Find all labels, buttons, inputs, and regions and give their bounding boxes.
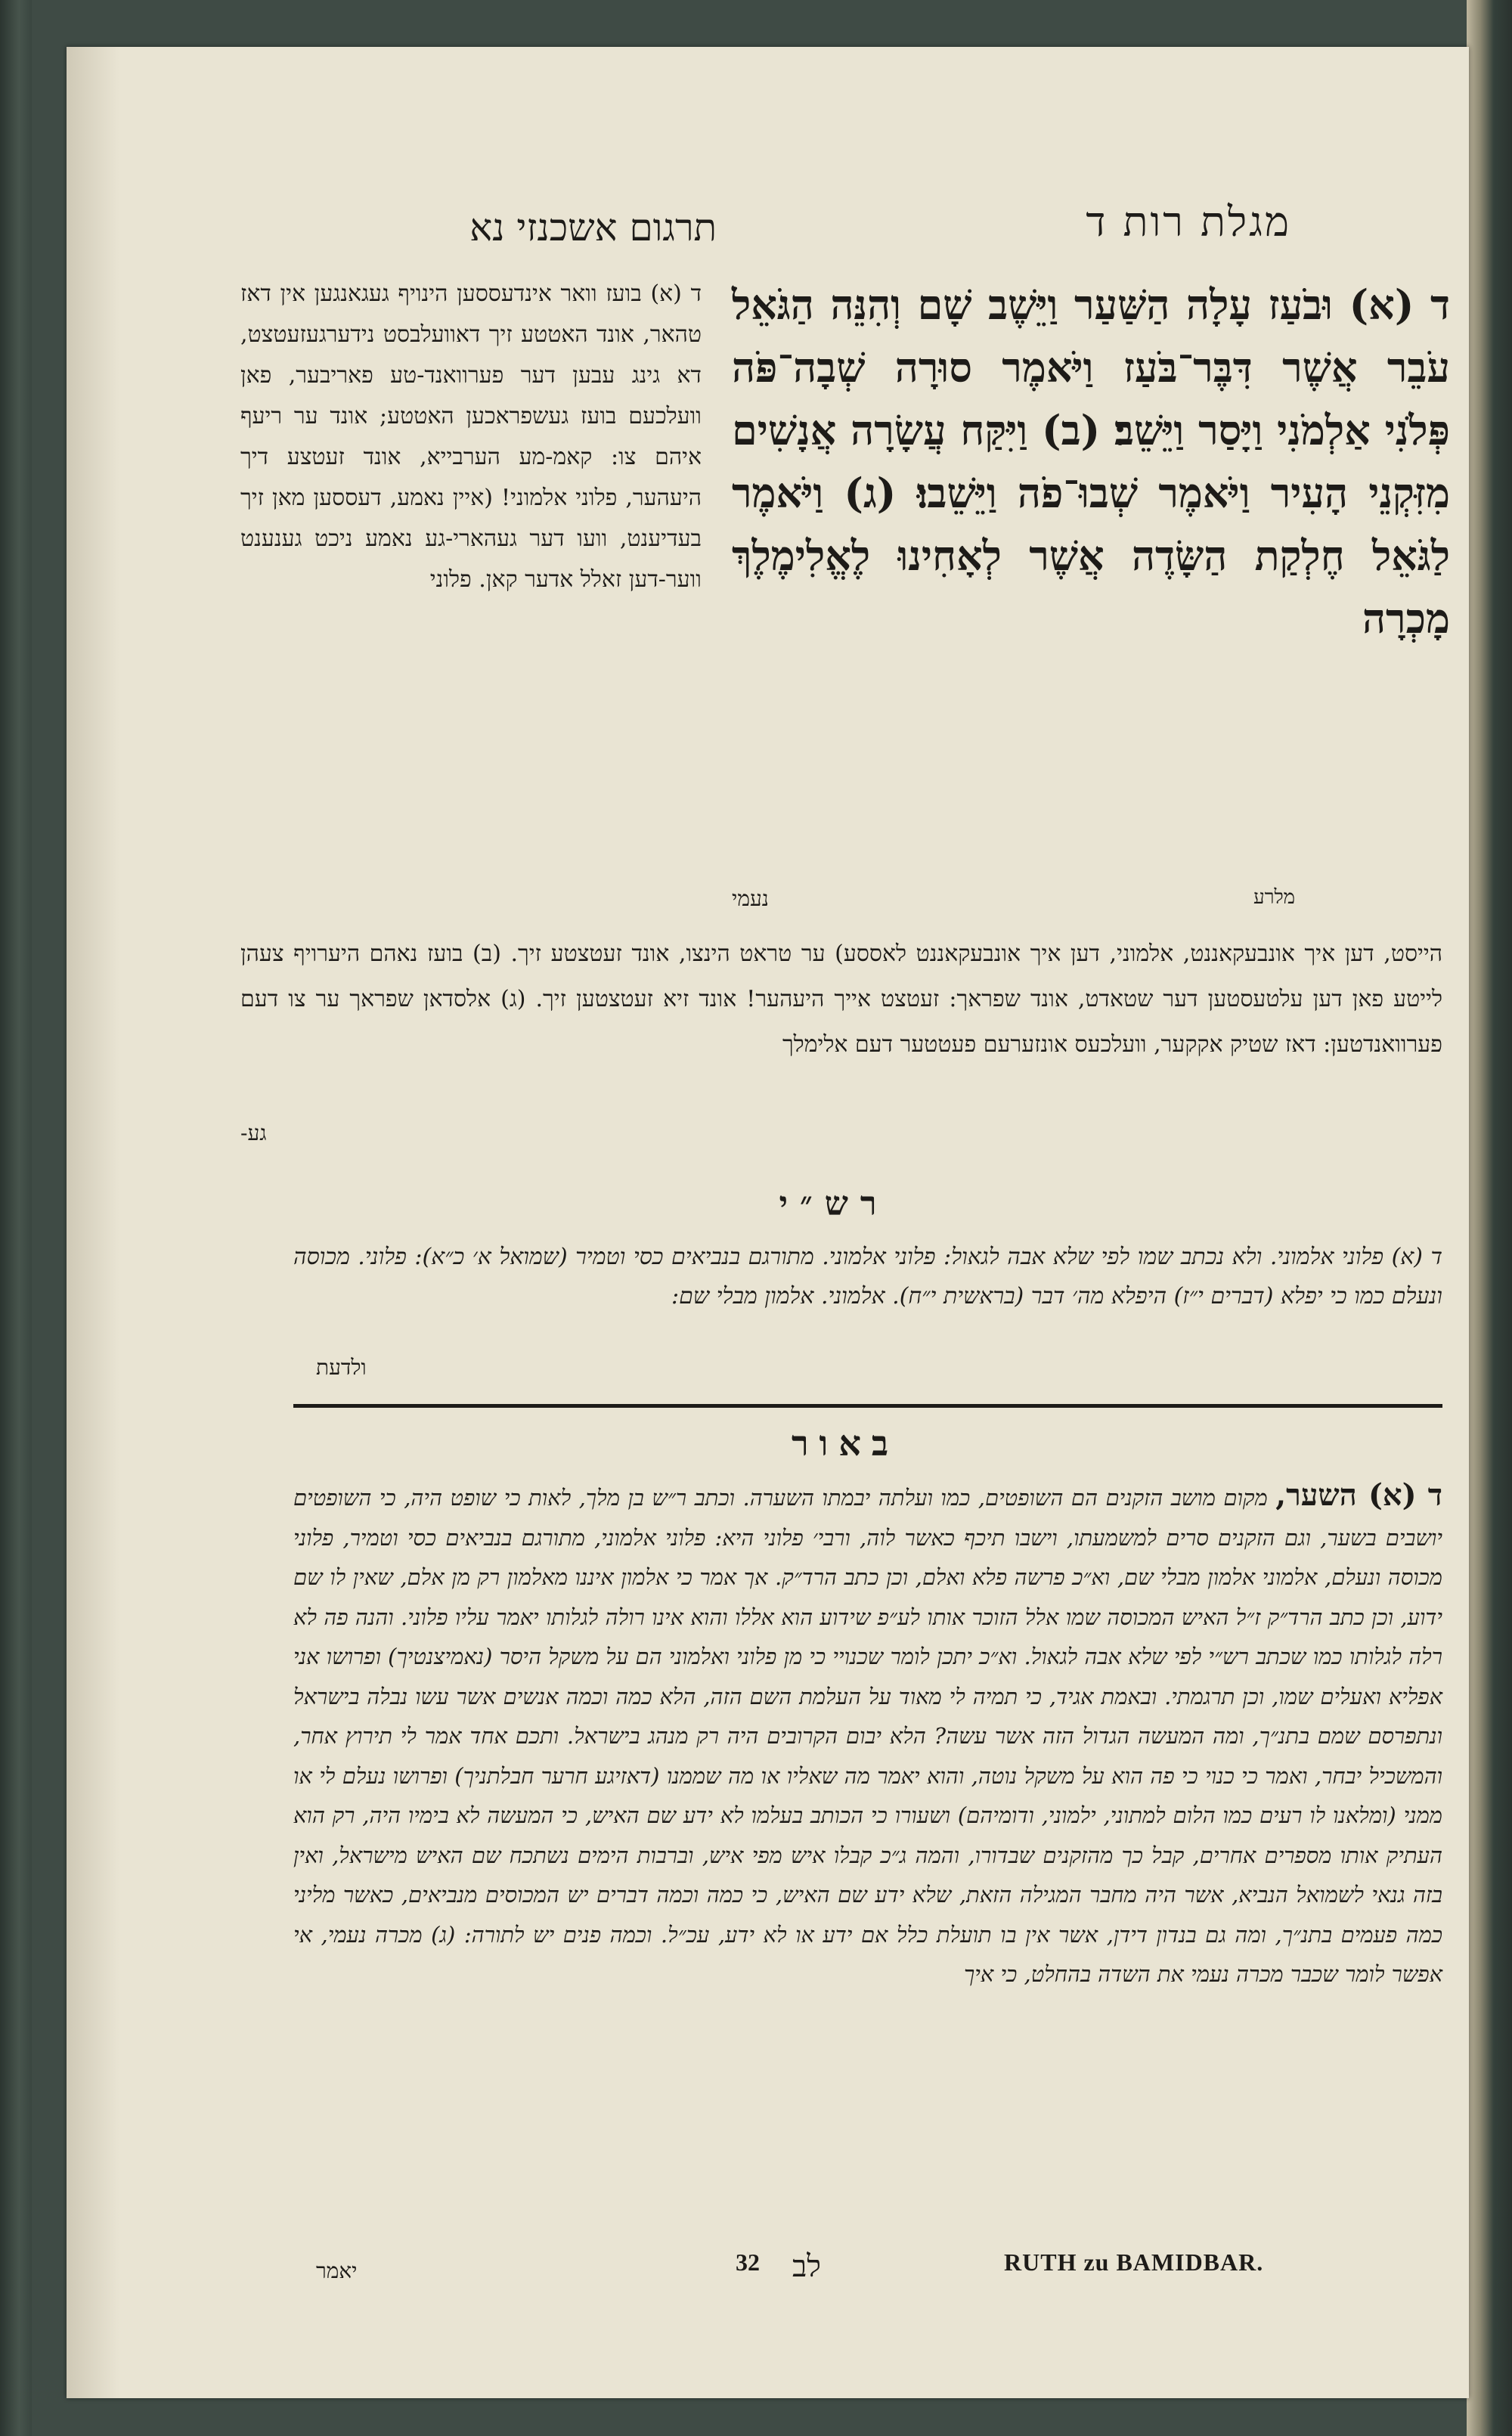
translation-title-header: תרגום אשכנזי נא <box>469 206 717 249</box>
section-divider <box>293 1404 1442 1408</box>
rashi-commentary: ד (א) פלוני אלמוני. ולא נכתב שמו לפי שלא אבה לגאול: פלוני אלמוני. מתורגם בנביאים כסי וטמיר (שמואל א׳ כ״א): פלוני. מכוסה ונעלם כמו כי יפלא (דברים י״ז) היפלא מה׳ דבר (בראשית י״ח). אלמוני. אלמון מבלי שם: <box>293 1244 1442 1309</box>
targum-column: ד (א) בועז וואר אינדעססען הינויף געגאנגען אין דאז טהאר, אונד האטטע זיך דאוועלבסט נידערגעזעטצט, דא גינג עבען דער פערוואנד-טע פאריבער, פאן וועלכעם בועז געשפראכען האטטע; אונד ער ריעף איהם צו: קאמ-מע הערבייא, אונד זעטצע דיך היעהער, פלוני אלמוני! (איין נאמע, דעססען מאן זיך בעדיענט, וועו דער געהארי-גע נאמע ניכט גענענט ווער-דען זאלל אדער קאן. פלוני <box>240 280 702 593</box>
book-title-header: מגלת רות ד <box>1086 198 1291 246</box>
targum-continued: הייסט, דען איך אונבעקאננט, אלמוני, דען איך אונבעקאננט לאססע) ער טראט הינצו, אונד זעטצטע זיך. (ב) בועז נאהם היערויף צעהן לייטע פאן דען עלטעסטען דער שטאדט, אונד שפראך: זעטצט אייך היעהער! אונד זיא זעטצטען זיך. (ג) אלסדאן שפראך ער צו דעם פערוואנדטען: דאז שטיק אקקער, וועלכעס אונזערעם פעטטער דעם אלימלך <box>240 941 1442 1058</box>
verse-catchword: נעמי <box>732 886 769 911</box>
beur-commentary <box>293 1476 1442 1994</box>
rashi-catchword: ולדעת <box>316 1355 367 1380</box>
page-number: 32 <box>736 2248 760 2276</box>
running-title: RUTH zu BAMIDBAR. <box>1004 2248 1264 2276</box>
book-binding <box>0 0 32 2436</box>
rashi-title: רש״י <box>779 1185 889 1223</box>
hebrew-page-number: לב <box>792 2249 821 2284</box>
facing-page-edge <box>1467 0 1512 2436</box>
verse-text: ד (א) וּבֹעַז עָלָה הַשַּׁעַר וַיֵּשֶׁב שָׁם וְהִנֵּה הַגֹּאֵל עֹבֵר אֲשֶׁר דִּבֶּר־בֹּעַז וַיֹּאמֶר סוּרָה שְׁבָה־פֹּה פְּלֹנִי אַלְמֹנִי וַיָּסַר וַיֵּשֵׁב׃ (ב) וַיִּקַּח עֲשָׂרָה אֲנָשִׁים מִזִּקְנֵי הָעִיר וַיֹּאמֶר שְׁבוּ־פֹה וַיֵּשֵׁבוּ׃ (ג) וַיֹּאמֶר לַגֹּאֵל חֶלְקַת הַשָּׂדֶה אֲשֶׁר לְאָחִינוּ לֶאֱלִימֶלֶךְ מָכְרָה <box>732 280 1450 643</box>
beur-title: באור <box>791 1423 900 1464</box>
targum-catchword: גע- <box>240 1120 267 1145</box>
beur-text: מקום מושב הזקנים הם השופטים, כמו ועלתה יבמתו השערה. וכתב ר״ש בן מלך, לאות כי שופט היה, כי השופטים יושבים בשער, וגם הזקנים סרים למשמעתו, וישבו תיכף כאשר לוה, ורבי׳ פלוני היא: פלוני אלמוני, מתורגם בנביאים כסי וטמיר, פלוני מכוסה ונעלם, אלמוני אלמון מבלי שם, וא״כ פרשה פלא ואלם, וכן כתב הרד״ק. אך אמר כי אלמון איננו מאלמון רק מן אלם, שאין לו שם ידוע, וכן כתב הרד״ק ז״ל האיש המכוסה שמו אלל הזוכר אותו לע״פ שידוע הוא אללו והוא אינו רולה לגלותו יאמר עליו פלוני. והנה פה לא רלה לגלותו כמו שכתב רש״י לפי שלא אבה לגאול. וא״כ יתכן לומר שכנויי כי מן פלוני ואלמוני הם על משקל היסר (נאמיצנטיך) ופרושו אני אפליא ואעלים שמו, וכן תרגמתי. ובאמת אגיד, כי תמיה לי מאוד על העלמת השם הזה, הלא כמה וכמה אנשים אשר עשו נבלה בישראל ונתפרסם שמם בתנ״ך, ומה המעשה הגדול הזה אשר עשה? הלא יבום הקרובים היה רק מנהג בישראל. ותכם אחד אמר לי תירוץ אחר, והמשכיל יבחר, ואמר כי כנוי כי פה הוא על משקל נוטה, והוא יאמר מה שאליו או מה שממנו (דאזיגע חרער חבלתניך) ופרושו נעלם לי או ממני (ומלאנו לו רעים כמו הלום למתוני, ילמוני, ודומיהם) ושעורו כי הכותב בעלמו לא ידע שם האיש, כי המעשה לא בימיו היה, רק הוא העתיק אותו מספרים אחרים, קבל כך מהזקנים שבדורו, והמה ג״כ קבלו איש מפי איש, וברבות הימים נשתכח שם האיש מישראל, ואין בזה גנאי לשמואל הנביא, אשר היה מחבר המגילה הזאת, שלא ידע שם האיש, כי כמה וכמה דברים יש המכוסים מנביאים, כאשר מליני כמה פעמים בתנ״ך, ומה גם בנדון דידן, אשר אין בו תועלת כלל אם ידע או לא ידע, עכ״ל. וכמה פנים יש לתורה: (ג) מכרה נעמי, אי אפשר לומר שכבר מכרה נעמי את השדה בהחלט, כי איך <box>293 1485 1442 1987</box>
footer-catchword: יאמר <box>316 2258 358 2283</box>
book-page <box>67 47 1469 2398</box>
beur-lead-word: ד (א) השער, <box>1275 1477 1443 1513</box>
verse-note: מלרע <box>1253 886 1296 909</box>
